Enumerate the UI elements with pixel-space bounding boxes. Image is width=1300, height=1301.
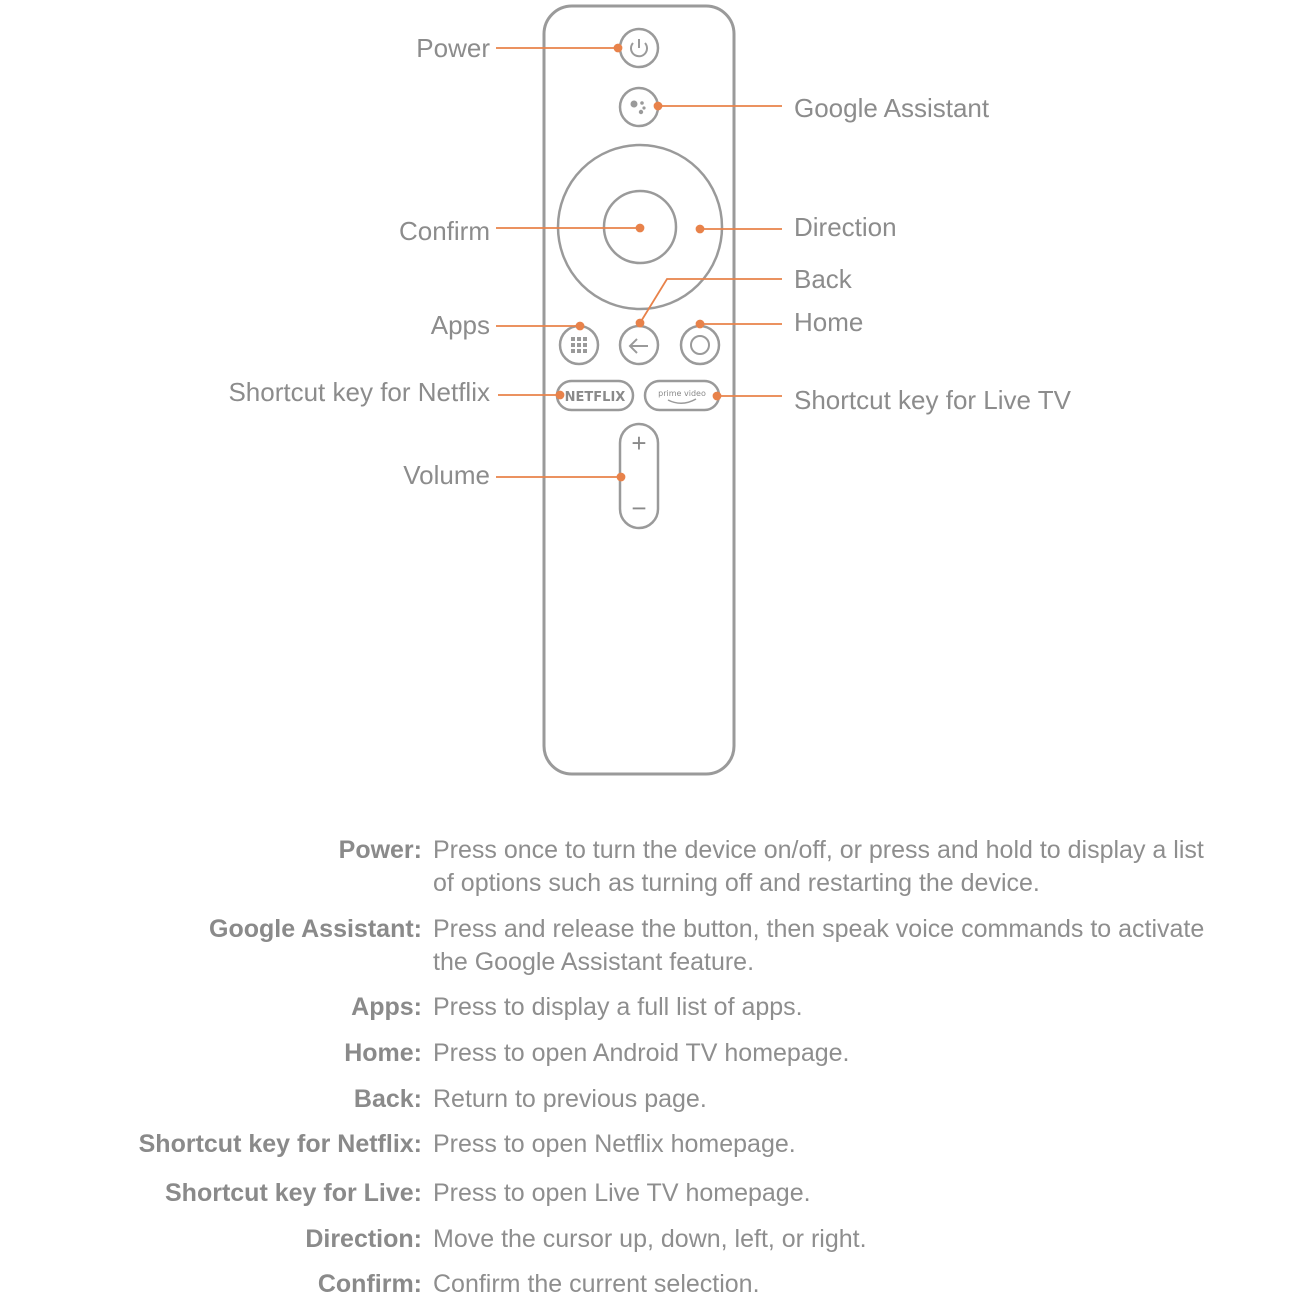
back-arrow-icon <box>630 339 648 353</box>
legend-term: Power: <box>338 836 422 864</box>
legend-term: Shortcut key for Netflix: <box>138 1130 422 1158</box>
home-circle-icon <box>691 336 709 354</box>
callout-power: Power <box>416 33 490 63</box>
legend-term: Back: <box>353 1085 422 1113</box>
power-button[interactable] <box>620 29 658 67</box>
leader-direction <box>697 226 783 233</box>
legend-term: Google Assistant: <box>209 915 422 943</box>
callout-confirm: Confirm <box>398 216 490 246</box>
legend-desc: Press once to turn the device on/off, or press and hold to display a list of options such as turning off and restarting the device. <box>433 836 1204 897</box>
callout-live-tv: Shortcut key for Live TV <box>794 385 1071 415</box>
live-tv-button[interactable] <box>645 381 719 410</box>
leader-confirm <box>496 225 644 232</box>
callout-google-assistant: Google Assistant <box>794 93 990 123</box>
legend-term: Home: <box>344 1039 422 1067</box>
netflix-button[interactable] <box>557 381 633 410</box>
leader-volume <box>496 474 625 481</box>
leader-power <box>496 45 622 52</box>
callout-netflix: Shortcut key for Netflix <box>228 377 490 407</box>
apps-grid-icon <box>571 337 587 353</box>
callout-apps: Apps <box>430 310 490 340</box>
leader-back <box>637 279 783 327</box>
legend-desc: Move the cursor up, down, left, or right. <box>433 1225 867 1253</box>
legend-term: Direction: <box>305 1225 422 1253</box>
volume-down-symbol: − <box>631 493 647 523</box>
apps-button[interactable] <box>560 326 598 364</box>
legend-desc: Confirm the current selection. <box>433 1270 760 1298</box>
legend-term: Apps: <box>351 993 422 1021</box>
prime-video-label: prime video <box>658 389 706 398</box>
volume-rocker[interactable] <box>620 424 658 528</box>
callout-volume: Volume <box>403 460 490 490</box>
prime-smile-icon <box>668 399 696 403</box>
legend-desc: Press to open Netflix homepage. <box>433 1130 796 1158</box>
legend-desc: Press to display a full list of apps. <box>433 993 803 1021</box>
legend-desc: Press to open Android TV homepage. <box>433 1039 850 1067</box>
legend-desc: Press and release the button, then speak voice commands to activate the Google Assistant feature. <box>433 915 1205 976</box>
leader-netflix <box>498 392 564 399</box>
callout-direction: Direction <box>794 212 897 242</box>
legend-term: Confirm: <box>317 1270 422 1298</box>
power-icon <box>631 39 647 56</box>
callout-home: Home <box>794 307 864 337</box>
leader-google-assistant <box>655 103 783 110</box>
back-button[interactable] <box>620 326 658 364</box>
legend-desc: Return to previous page. <box>433 1085 707 1113</box>
leader-live-tv <box>714 393 783 400</box>
legend-desc: Press to open Live TV homepage. <box>433 1179 811 1207</box>
google-assistant-button[interactable] <box>620 88 658 126</box>
netflix-label: NETFLIX <box>564 390 626 405</box>
leader-home <box>697 321 783 328</box>
callout-back: Back <box>794 264 852 294</box>
home-button[interactable] <box>681 326 719 364</box>
legend-term: Shortcut key for Live: <box>165 1179 422 1207</box>
google-assistant-icon <box>631 101 646 115</box>
volume-up-symbol: + <box>631 428 647 458</box>
